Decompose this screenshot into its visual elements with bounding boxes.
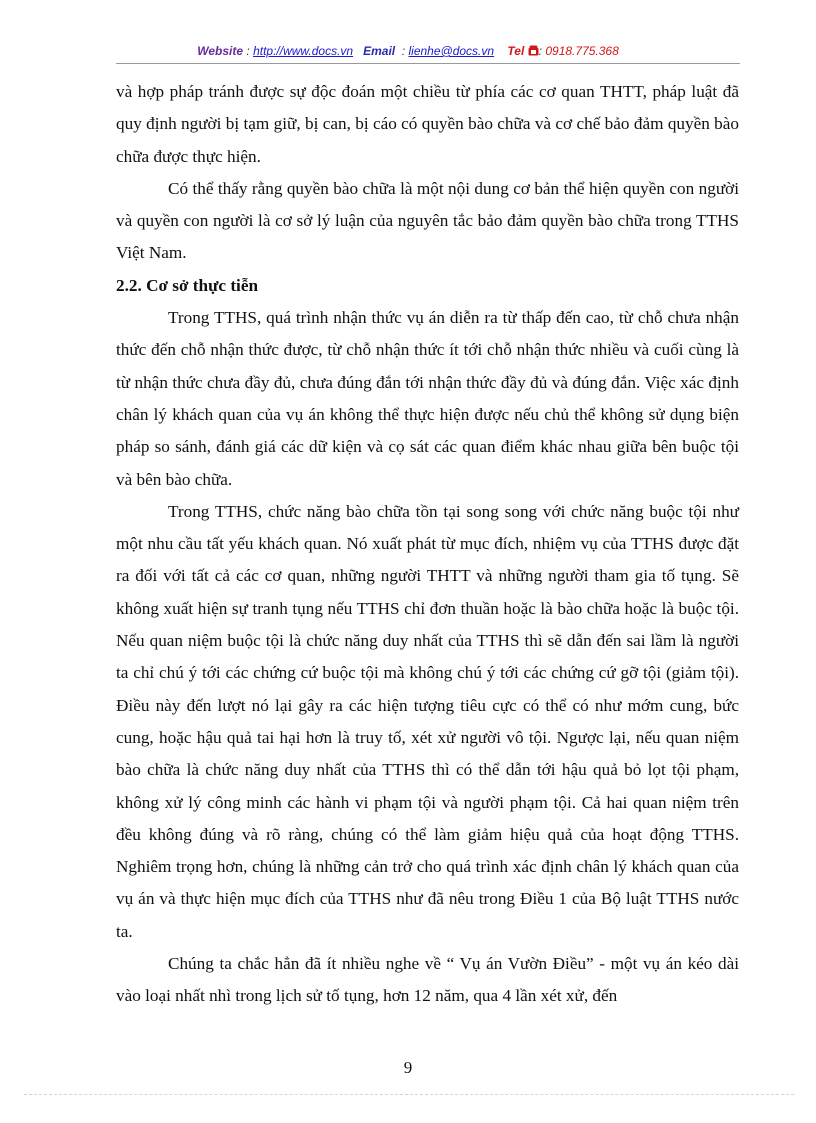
footer-divider bbox=[24, 1094, 794, 1095]
paragraph: Trong TTHS, chức năng bào chữa tồn tại song song với chức năng buộc tội như một nhu cầu tất yếu khách quan. Nó xuất phát từ mục đích, nhiệm vụ của TTHS được đặt ra đối với tất cả các cơ quan, những người THTT và những người tham gia tố tụng. Sẽ không xuất hiện sự tranh tụng nếu TTHS chỉ đơn thuần hoặc là bào chữa hoặc là buộc tội. Nếu quan niệm buộc tội là chức năng duy nhất của TTHS thì sẽ dẫn đến sai lầm là người ta chỉ chú ý tới các chứng cứ buộc tội mà không chú ý tới các chứng cứ gỡ tội (giảm tội). Điều này đến lượt nó lại gây ra các hiện tượng tiêu cực có thể có như mớm cung, bức cung, hoặc hậu quả tai hại hơn là truy tố, xét xử người vô tội. Ngược lại, nếu quan niệm bào chữa là chức năng duy nhất của TTHS thì có thể dẫn tới hậu quả bỏ lọt tội phạm, không xử lý công minh các hành vi phạm tội và người phạm tội. Cả hai quan niệm trên đều không đúng và rõ ràng, chúng có thể làm giảm hiệu quả của hoạt động TTHS. Nghiêm trọng hơn, chúng là những cản trở cho quá trình xác định chân lý khách quan của vụ án và thực hiện mục đích của TTHS như đã nêu trong Điều 1 của Bộ luật TTHS nước ta. bbox=[116, 501, 739, 941]
paragraph: Trong TTHS, quá trình nhận thức vụ án diễn ra từ thấp đến cao, từ chỗ chưa nhận thức đến chỗ nhận thức được, từ chỗ nhận thức ít tới chỗ nhận thức nhiều và cuối cùng là từ nhận thức chưa đầy đủ, chưa đúng đắn tới nhận thức đầy đủ và đúng đắn. Việc xác định chân lý khách quan của vụ án không thể thực hiện được nếu chủ thể không sử dụng biện pháp so sánh, đánh giá các dữ kiện và cọ sát các quan điểm khác nhau giữa bên buộc tội và bên bào chữa. bbox=[116, 308, 739, 489]
website-link[interactable]: http://www.docs.vn bbox=[253, 44, 354, 58]
paragraph: Chúng ta chắc hẳn đã ít nhiều nghe về “ Vụ án Vườn Điều” - một vụ án kéo dài vào loại nhất nhì trong lịch sử tố tụng, hơn 12 năm, qua 4 lần xét xử, đến bbox=[116, 954, 739, 1006]
tel-label: Tel bbox=[507, 44, 525, 58]
tel-value: 0918.775.368 bbox=[545, 44, 619, 58]
email-link[interactable]: lienhe@docs.vn bbox=[408, 44, 495, 58]
paragraph-continuation: và hợp pháp tránh được sự độc đoán một chiều từ phía các cơ quan THTT, pháp luật đã quy định người bị tạm giữ, bị can, bị cáo có quyền bào chữa và cơ chế bảo đảm quyền bào chữa được thực hiện. bbox=[116, 82, 739, 166]
email-label: Email bbox=[363, 44, 396, 58]
document-body bbox=[116, 76, 739, 1013]
phone-icon bbox=[528, 45, 539, 59]
tel-colon: : bbox=[538, 44, 543, 58]
website-colon: : bbox=[246, 44, 250, 58]
page-number: 9 bbox=[403, 1058, 413, 1077]
email-colon: : bbox=[401, 44, 406, 58]
page-header bbox=[0, 44, 816, 59]
header-divider bbox=[116, 63, 740, 64]
section-heading: 2.2. Cơ sở thực tiễn bbox=[116, 275, 259, 295]
paragraph: Có thể thấy rằng quyền bào chữa là một nội dung cơ bản thể hiện quyền con người và quyền con người là cơ sở lý luận của nguyên tắc bảo đảm quyền bào chữa trong TTHS Việt Nam. bbox=[116, 178, 739, 263]
website-label: Website bbox=[197, 44, 244, 58]
